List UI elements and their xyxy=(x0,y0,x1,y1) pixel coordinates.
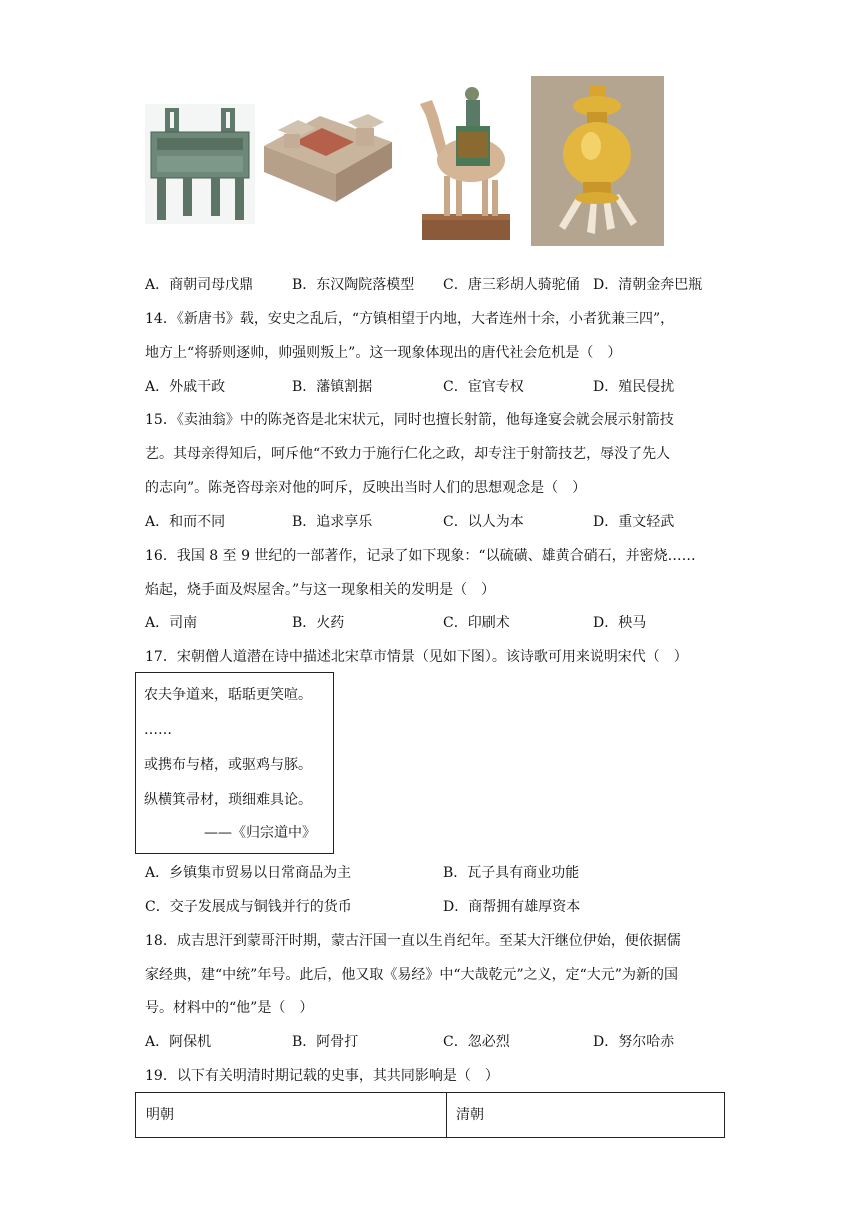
q16-option-a: A．司南 xyxy=(145,615,198,631)
q13-option-d: D．清朝金奔巴瓶 xyxy=(593,277,703,293)
q16-option-c: C．印刷术 xyxy=(443,615,510,631)
table-header-ming: 明朝 xyxy=(146,1107,174,1123)
poem-line-3: 或携布与楮，或驱鸡与豚。 xyxy=(144,757,312,773)
q17-option-d: D．商帮拥有雄厚资本 xyxy=(443,899,581,915)
q16-stem-line-2: 焰起，烧手面及烬屋舍。”与这一现象相关的发明是（ ） xyxy=(145,582,496,598)
q16-option-b: B．火药 xyxy=(292,615,345,631)
q15-stem-line-3: 的志向”。陈尧咨母亲对他的呵斥，反映出当时人们的思想观念是（ ） xyxy=(145,480,587,496)
q15-option-a: A．和而不同 xyxy=(145,514,226,530)
q15-option-c: C．以人为本 xyxy=(443,514,524,530)
q13-option-a: A．商朝司母戊鼎 xyxy=(145,277,254,293)
q18-stem-line-3: 号。材料中的“他”是（ ） xyxy=(145,1000,314,1016)
q19-stem: 19．以下有关明清时期记载的史事，其共同影响是（ ） xyxy=(145,1068,499,1084)
q13-option-c: C．唐三彩胡人骑驼俑 xyxy=(443,277,580,293)
camel-figurine-image xyxy=(416,76,516,242)
q18-option-d: D．努尔哈赤 xyxy=(593,1034,675,1050)
bronze-ding-image xyxy=(145,104,255,224)
q18-option-c: C．忽必烈 xyxy=(443,1034,510,1050)
q18-option-b: B．阿骨打 xyxy=(292,1034,359,1050)
q14-option-a: A．外戚干政 xyxy=(145,379,226,395)
poem-line-1: 农夫争道来，聒聒更笑喧。 xyxy=(144,687,312,703)
poem-source: ——《归宗道中》 xyxy=(204,825,316,841)
q14-stem-line-1: 14．《新唐书》载，安史之乱后，“方镇相望于内地，大者连州十余，小者犹兼三四”， xyxy=(145,311,675,327)
q15-stem-line-2: 艺。其母亲得知后，呵斥他“不致力于施行仁化之政，却专注于射箭技艺，辱没了先人 xyxy=(145,446,671,462)
gold-vase-image xyxy=(531,76,664,246)
q16-stem-line-1: 16．我国 8 至 9 世纪的一部著作，记录了如下现象：“以硫磺、雄黄合硝石，并密烧…… xyxy=(145,548,696,564)
q18-stem-line-2: 家经典，建“中统”年号。此后，他又取《易经》中“大哉乾元”之义，定“大元”为新的国 xyxy=(145,967,678,983)
q17-stem: 17．宋朝僧人道潜在诗中描述北宋草市情景（见如下图）。该诗歌可用来说明宋代（ ） xyxy=(145,649,688,665)
q14-option-c: C．宦官专权 xyxy=(443,379,524,395)
q14-stem-line-2: 地方上“将骄则逐帅，帅强则叛上”。这一现象体现出的唐代社会危机是（ ） xyxy=(145,345,622,361)
q18-option-a: A．阿保机 xyxy=(145,1034,212,1050)
q17-option-a: A．乡镇集市贸易以日常商品为主 xyxy=(145,865,352,881)
poem-line-2: …… xyxy=(144,722,172,738)
q16-option-d: D．秧马 xyxy=(593,615,647,631)
poem-line-4: 纵横箕帚材，琐细难具论。 xyxy=(144,792,312,808)
q18-stem-line-1: 18．成吉思汗到蒙哥汗时期，蒙古汗国一直以生肖纪年。至某大汗继位伊始，便依据儒 xyxy=(145,933,681,949)
table-header-qing: 清朝 xyxy=(456,1107,484,1123)
q14-option-b: B．藩镇割据 xyxy=(292,379,373,395)
q17-option-c: C．交子发展成与铜钱并行的货币 xyxy=(145,899,352,915)
q19-table xyxy=(135,1092,725,1138)
q17-option-b: B．瓦子具有商业功能 xyxy=(443,865,580,881)
poem-box xyxy=(135,672,334,854)
q14-option-d: D．殖民侵扰 xyxy=(593,379,675,395)
table-divider xyxy=(446,1093,447,1137)
q15-stem-line-1: 15．《卖油翁》中的陈尧咨是北宋状元，同时也擅长射箭，他每逢宴会就会展示射箭技 xyxy=(145,412,674,428)
q13-option-b: B．东汉陶院落模型 xyxy=(292,277,415,293)
pottery-courtyard-image xyxy=(258,102,398,208)
q15-option-b: B．追求享乐 xyxy=(292,514,373,530)
q15-option-d: D．重文轻武 xyxy=(593,514,675,530)
